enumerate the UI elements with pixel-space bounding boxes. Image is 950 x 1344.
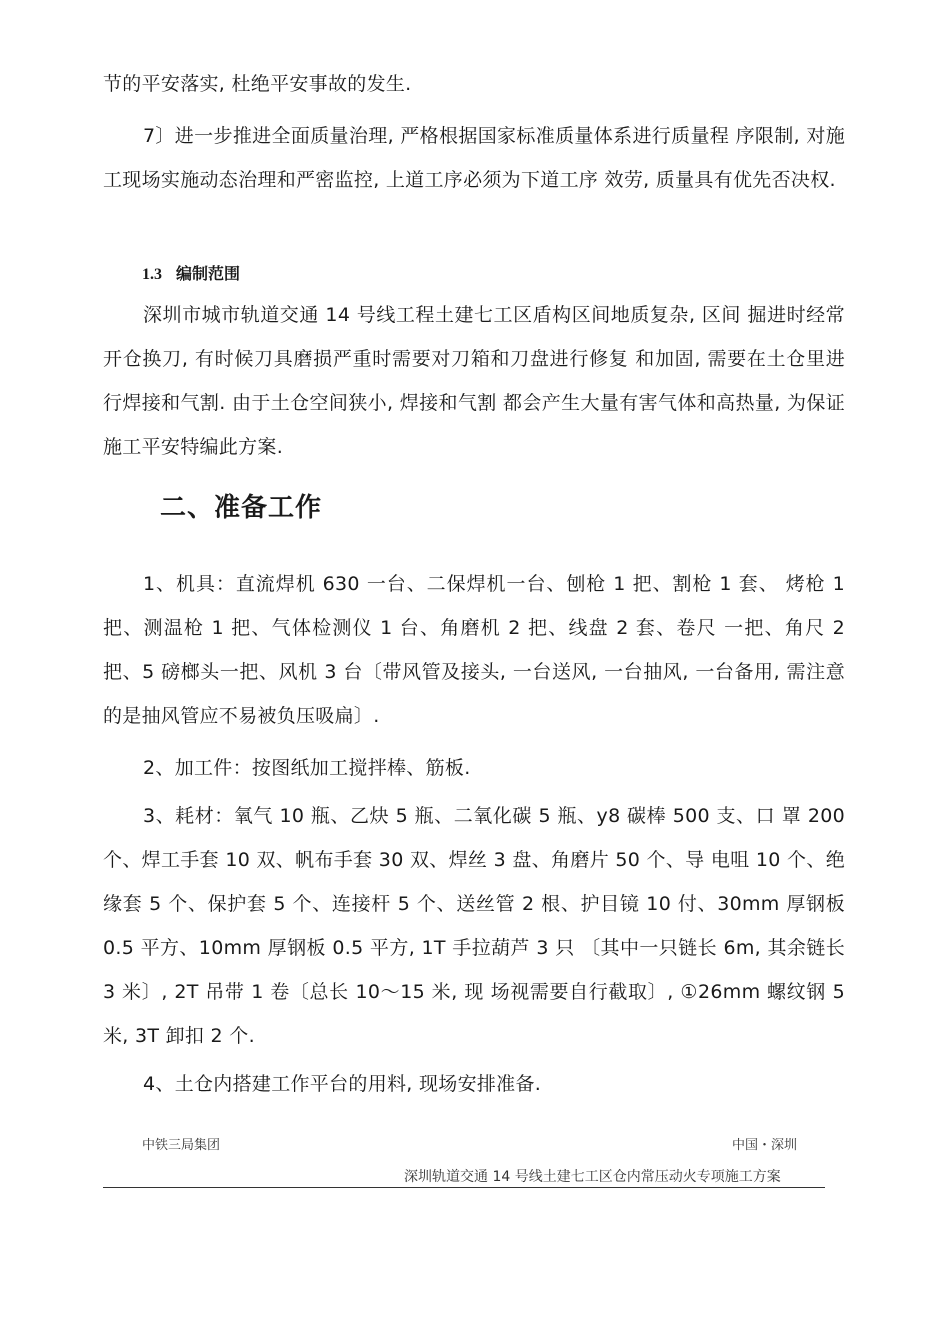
subsection-number: 1.3 [142,266,162,283]
paragraph-quality-management: 7〕进一步推进全面质量治理, 严格根据国家标准质量体系进行质量程 序限制, 对施工现场实施动态治理和严密监控, 上道工序必须为下道工序 效劳, 质量具有优先否决权. [103,125,845,191]
footer-location: 中国・深圳 [732,1138,798,1153]
subsection-title: 编制范围 [176,264,241,283]
list-item-workpieces: 2、加工件：按图纸加工搅拌棒、筋板. [143,757,471,779]
paragraph-safety-end: 节的平安落实, 杜绝平安事故的发生. [103,73,412,95]
footer-document-title: 深圳轨道交通 14 号线土建七工区仓内常压动火专项施工方案 [404,1169,781,1185]
list-item-tools: 1、机具：直流焊机 630 一台、二保焊机一台、刨枪 1 把、割枪 1 套、 烤枪 1 把、测温枪 1 把、气体检测仪 1 台、角磨机 2 把、线盘 2 套、卷尺 一把、角尺 2 把、5 磅榔头一把、风机 3 台〔带风管及接头, 一台送风, 一台抽风, 一台备用, 需注意的是抽风管应不易被负压吸扁〕. [103,573,845,727]
footer-divider [103,1187,825,1188]
subsection-heading [142,258,240,291]
footer-company: 中铁三局集团 [142,1138,221,1153]
section-title: 二、准备工作 [160,493,323,523]
list-item-platform: 4、土仓内搭建工作平台的用料, 现场安排准备. [143,1073,542,1095]
list-item-consumables: 3、耗材：氧气 10 瓶、乙炔 5 瓶、二氧化碳 5 瓶、y8 碳棒 500 支、口 罩 200 个、焊工手套 10 双、帆布手套 30 双、焊丝 3 盘、角磨片 50 个、导 电咀 10 个、绝缘套 5 个、保护套 5 个、连接杆 5 个、送丝管 2 根、护目镜 10 付、30mm 厚钢板 0.5 平方、10mm 厚钢板 0.5 平方, 1T 手拉葫芦 3 只 〔其中一只链长 6m, 其余链长 3 米〕, 2T 吊带 1 卷〔总长 10〜15 米, 现 场视需要自行截取〕, ①26mm 螺纹钢 5 米, 3T 卸扣 2 个. [103,805,845,1047]
paragraph-scope: 深圳市城市轨道交通 14 号线工程土建七工区盾构区间地质复杂, 区间 掘进时经常开仓换刀, 有时候刀具磨损严重时需要对刀箱和刀盘进行修复 和加固, 需要在土仓里进行焊接和气割. 由于土仓空间狭小, 焊接和气割 都会产生大量有害气体和高热量, 为保证施工平安特编此方案. [103,304,845,458]
